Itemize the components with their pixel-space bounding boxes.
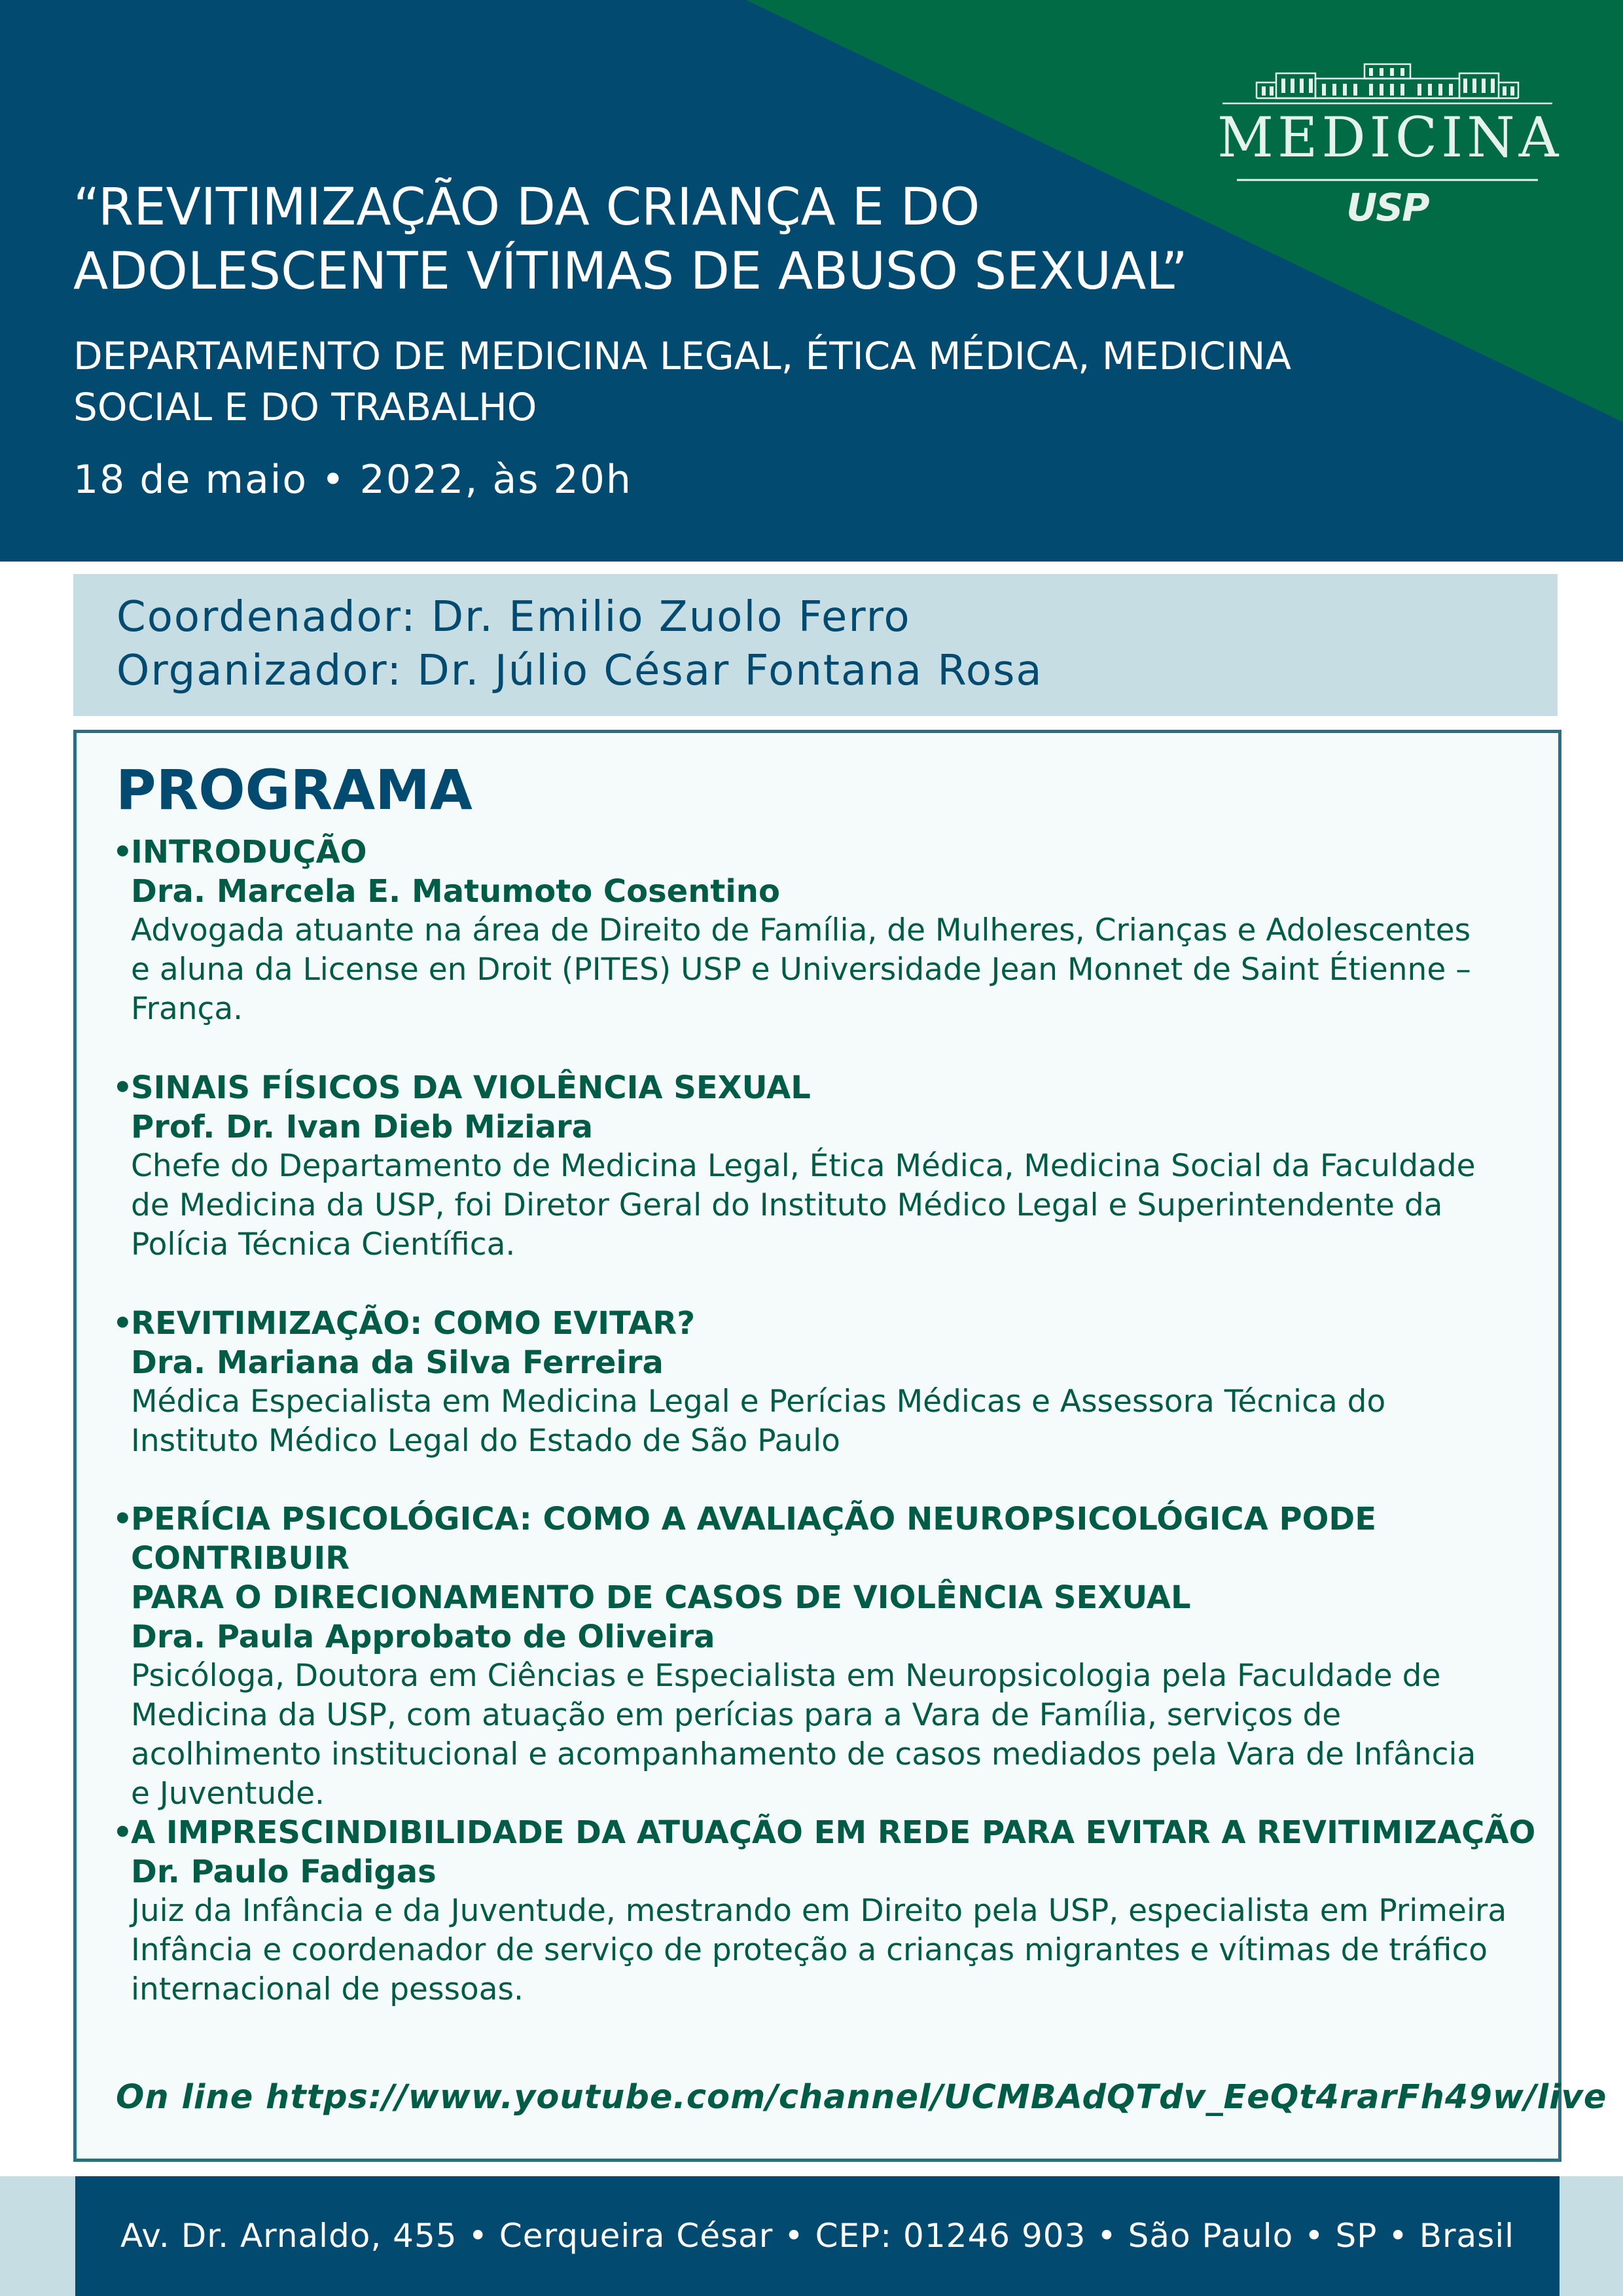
program-item bbox=[113, 833, 1546, 1029]
faculty-building-icon bbox=[1217, 59, 1558, 105]
event-title-line1: “REVITIMIZAÇÃO DA CRIANÇA E DO bbox=[73, 178, 980, 237]
speaker-description: Advogada atuante na área de Direito de Família, de Mulheres, Crianças e Adolescentes e aluna da License en Droit (PITES) USP e Universidade Jean Monnet de Saint Étienne – França. bbox=[131, 912, 1471, 1027]
bullet-icon: • bbox=[113, 834, 133, 870]
program-item bbox=[113, 1068, 1546, 1265]
speaker-name: Dra. Marcela E. Matumoto Cosentino bbox=[131, 873, 780, 910]
bullet-icon: • bbox=[113, 1814, 133, 1851]
bullet-icon: • bbox=[113, 1069, 133, 1106]
speaker-description: Chefe do Departamento de Medicina Legal, Ética Médica, Medicina Social da Faculdade de Medicina da USP, foi Diretor Geral do Instituto Médico Legal e Superintendente da Polícia Técnica Científica. bbox=[131, 1148, 1476, 1263]
coordinator-text: Coordenador: Dr. Emilio Zuolo Ferro bbox=[116, 593, 911, 641]
logo-wordmark: MEDICINA bbox=[1217, 105, 1563, 170]
organizer-text: Organizador: Dr. Júlio César Fontana Rosa bbox=[116, 647, 1043, 695]
event-title bbox=[73, 175, 1304, 304]
header-banner bbox=[0, 0, 1623, 562]
coordination-panel bbox=[73, 574, 1558, 716]
bullet-icon: • bbox=[113, 1305, 133, 1342]
program-box bbox=[73, 730, 1607, 2162]
speaker-name: Dra. Paula Approbato de Oliveira bbox=[131, 1619, 715, 1655]
program-topic-line2: PARA O DIRECIONAMENTO DE CASOS DE VIOLÊNCIA SEXUAL bbox=[131, 1579, 1191, 1616]
department-name bbox=[73, 331, 1513, 433]
event-date: 18 de maio • 2022, às 20h bbox=[73, 457, 632, 503]
online-stream-link[interactable]: On line https://www.youtube.com/channel/UCMBAdQTdv_EeQt4rarFh49w/live bbox=[116, 2078, 1607, 2117]
speaker-description: Juiz da Infância e da Juventude, mestrando em Direito pela USP, especialista em Primeira Infância e coordenador de serviço de proteção a crianças migrantes e vítimas de tráfico internacional de pessoas. bbox=[131, 1893, 1507, 2007]
program-topic: A IMPRESCINDIBILIDADE DA ATUAÇÃO EM REDE PARA EVITAR A REVITIMIZAÇÃO bbox=[131, 1814, 1536, 1851]
speaker-name: Dr. Paulo Fadigas bbox=[131, 1854, 437, 1890]
speaker-description: Médica Especialista em Medicina Legal e Perícias Médicas e Assessora Técnica do Instituto Médico Legal do Estado de São Paulo bbox=[131, 1384, 1386, 1459]
speaker-description: Psicóloga, Doutora em Ciências e Especialista em Neuropsicologia pela Faculdade de Medicina da USP, com atuação em perícias para a Vara de Família, serviços de acolhimento institucional e acompanhamento de casos mediados pela Vara de Infância e Juventude. bbox=[131, 1658, 1476, 1812]
program-topic: SINAIS FÍSICOS DA VIOLÊNCIA SEXUAL bbox=[131, 1069, 811, 1106]
footer-address: Av. Dr. Arnaldo, 455 • Cerqueira César • CEP: 01246 903 • São Paulo • SP • Brasil bbox=[120, 2217, 1515, 2255]
program-topic: INTRODUÇÃO bbox=[131, 834, 367, 870]
program-item bbox=[113, 1813, 1546, 2009]
program-topic-line1: PERÍCIA PSICOLÓGICA: COMO A AVALIAÇÃO NEUROPSICOLÓGICA PODE CONTRIBUIR bbox=[131, 1501, 1377, 1577]
program-item bbox=[113, 1304, 1546, 1461]
logo-usp: USP bbox=[1346, 185, 1429, 230]
department-line1: DEPARTAMENTO DE MEDICINA LEGAL, ÉTICA MÉDICA, MEDICINA bbox=[73, 334, 1292, 378]
speaker-name: Prof. Dr. Ivan Dieb Miziara bbox=[131, 1109, 594, 1145]
program-topic: REVITIMIZAÇÃO: COMO EVITAR? bbox=[131, 1305, 696, 1342]
footer-bar bbox=[75, 2176, 1560, 2296]
speaker-name: Dra. Mariana da Silva Ferreira bbox=[131, 1344, 664, 1381]
program-item bbox=[113, 1499, 1546, 1814]
program-title: PROGRAMA bbox=[116, 758, 473, 822]
bullet-icon: • bbox=[113, 1501, 133, 1537]
event-title-line2: ADOLESCENTE VÍTIMAS DE ABUSO SEXUAL” bbox=[73, 242, 1188, 301]
department-line2: SOCIAL E DO TRABALHO bbox=[73, 385, 537, 429]
